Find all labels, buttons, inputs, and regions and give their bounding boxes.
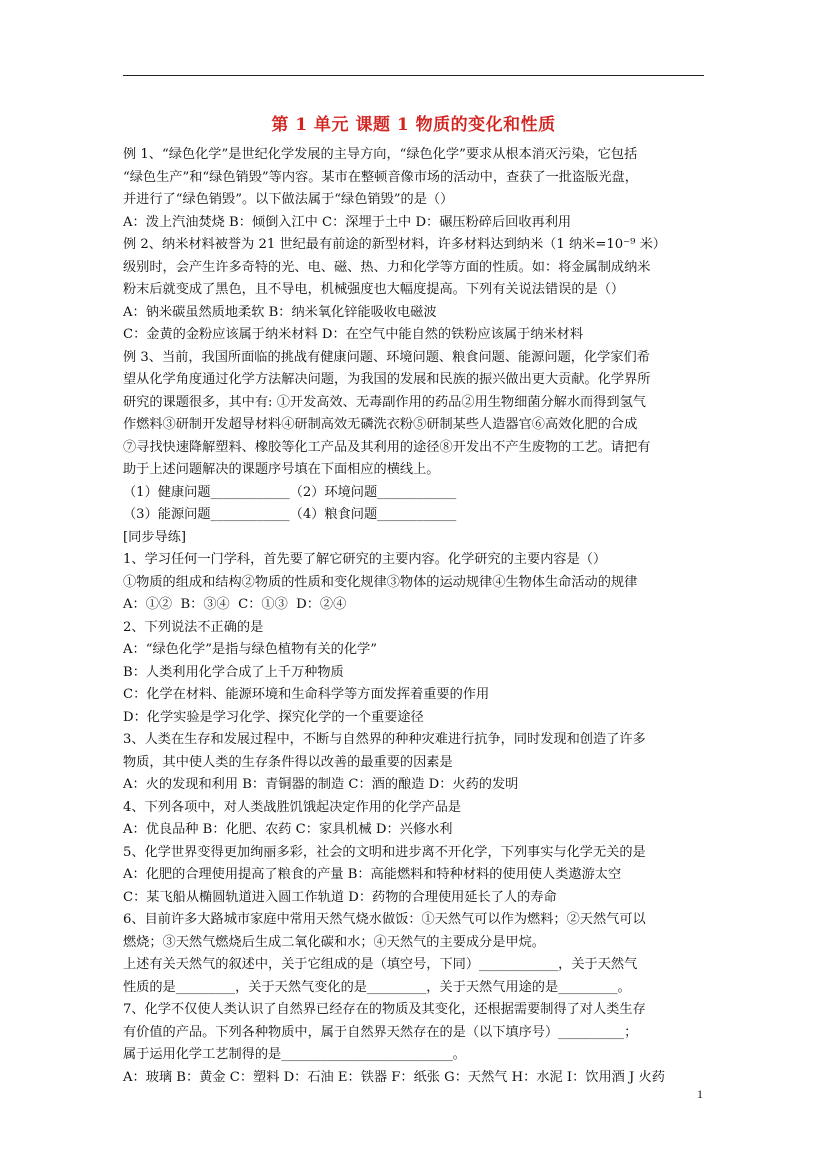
text-line: 7、化学不仅使人类认识了自然界已经存在的物质及其变化，还根据需要制得了对人类生存 (123, 1002, 646, 1017)
text-line: 粉末后就变成了黑色，且不导电，机械强度也大幅度提高。下列有关说法错误的是（） (123, 282, 625, 297)
text-line: A：优良品种 B：化肥、农药 C：家具机械 D：兴修水利 (123, 822, 453, 837)
text-line: 性质的是_________，关于天然气变化的是_________，关于天然气用途的是_________。 (123, 979, 631, 995)
text-line: 助于上述问题解决的课题序号填在下面相应的横线上。 (123, 462, 440, 477)
text-line: “绿色生产”和“绿色销毁”等内容。某市在整顿音像市场的活动中，查获了一批盗版光盘， (123, 169, 638, 185)
text-line: A：钠米碳虽然质地柔软 B：纳米氧化锌能吸收电磁波 (123, 304, 437, 320)
text-line: 例 1、“绿色化学”是世纪化学发展的主导方向，“绿色化学”要求从根本消灭污染，它包括 (123, 147, 638, 162)
text-line: [同步导练] (123, 529, 187, 545)
text-line: 1、学习任何一门学科，首先要了解它研究的主要内容。化学研究的主要内容是（） (123, 552, 607, 567)
text-line: C：化学在材料、能源环境和生命科学等方面发挥着重要的作用 (123, 687, 490, 702)
text-line: （1）健康问题____________（2）环境问题____________ (123, 484, 457, 500)
text-line: 物质，其中使人类的生存条件得以改善的最重要的因素是 (123, 754, 453, 770)
text-line: ⑦寻找快速降解塑料、橡胶等化工产品及其利用的途径⑧开发出不产生废物的工艺。请把有 (123, 439, 651, 455)
text-line: A：“绿色化学”是指与绿色植物有关的化学” (123, 642, 377, 657)
text-line: 作燃料③研制开发超导材料④研制高效无磷洗衣粉⑤研制某些人造器官⑥高效化肥的合成 (123, 417, 638, 432)
text-line: A：玻璃 B：黄金 C：塑料 D：石油 E：铁器 F：纸张 G：天然气 H：水泥 I：饮用酒 J 火药 (123, 1069, 665, 1085)
text-line: 级别时，会产生许多奇特的光、电、磁、热、力和化学等方面的性质。如：将金属制成纳米 (123, 259, 651, 275)
text-line: A：泼上汽油焚烧 B：倾倒入江中 C：深埋于土中 D：碾压粉碎后回收再利用 (123, 214, 572, 230)
text-line: C：某飞船从椭圆轨道进入圆工作轨道 D：药物的合理使用延长了人的寿命 (123, 889, 557, 905)
text-line: 燃烧；③天然气燃烧后生成二氧化碳和水；④天然气的主要成分是甲烷。 (123, 934, 545, 950)
text-line: 5、化学世界变得更加绚丽多彩，社会的文明和进步离不开化学，下列事实与化学无关的是 (123, 844, 646, 860)
text-line: A：①② B：③④ C：①③ D：②④ (123, 597, 347, 612)
text-line: 属于运用化学工艺制得的是__________________________。 (123, 1047, 466, 1062)
text-line: 3、人类在生存和发展过程中，不断与自然界的种种灾难进行抗争，同时发现和创造了许多 (123, 732, 646, 747)
text-line: 例 2、纳米材料被誉为 21 世纪最有前途的新型材料，许多材料达到纳米（1 纳米=10⁻⁹ 米） (123, 237, 666, 252)
text-line: B：人类利用化学合成了上千万种物质 (123, 664, 344, 680)
text-line: D：化学实验是学习化学、探究化学的一个重要途径 (123, 709, 424, 725)
text-line: 6、目前许多大路城市家庭中常用天然气烧水做饭：①天然气可以作为燃料；②天然气可以 (123, 912, 646, 927)
header-rule (123, 75, 704, 76)
text-line: 上述有关天然气的叙述中，关于它组成的是（填空号，下同）____________，关于天然气 (123, 957, 638, 972)
text-line: （3）能源问题____________（4）粮食问题____________ (123, 507, 457, 522)
document-body (123, 144, 708, 1089)
text-line: C：金黄的金粉应该属于纳米材料 D：在空气中能自然的铁粉应该属于纳米材料 (123, 327, 584, 342)
page-title: 第 1 单元 课题 1 物质的变化和性质 (271, 115, 556, 135)
text-line: 望从化学角度通过化学方法解决问题，为我国的发展和民族的振兴做出更大贡献。化学界所 (123, 372, 651, 387)
text-line: A：火的发现和利用 B：青铜器的制造 C：酒的酿造 D：火药的发明 (123, 777, 519, 792)
text-line: A：化肥的合理使用提高了粮食的产量 B：高能燃料和特种材料的使用使人类遨游太空 (123, 867, 622, 882)
text-line: 研究的课题很多，其中有: ①开发高效、无毒副作用的药品②用生物细菌分解水而得到氢气 (123, 394, 646, 410)
text-line: 2、下列说法不正确的是 (123, 619, 264, 635)
text-line: 4、下列各项中，对人类战胜饥饿起决定作用的化学产品是 (123, 799, 462, 815)
text-line: 例 3、当前，我国所面临的挑战有健康问题、环境问题、粮食问题、能源问题，化学家们希 (123, 349, 650, 365)
text-line: ①物质的组成和结构②物质的性质和变化规律③物体的运动规律④生物体生命活动的规律 (123, 574, 638, 590)
page-number: 1 (697, 1087, 703, 1101)
text-line: 有价值的产品。下列各种物质中，属于自然界天然存在的是（以下填序号）__________； (123, 1024, 638, 1040)
text-line: 并进行了“绿色销毁”。以下做法属于“绿色销毁”的是（） (123, 192, 454, 207)
